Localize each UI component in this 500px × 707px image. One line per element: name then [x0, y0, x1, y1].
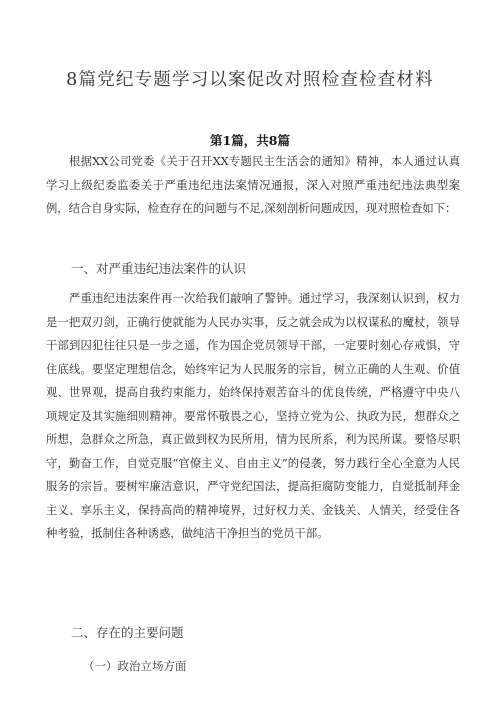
- section-2-heading: 二、存在的主要问题: [71, 625, 184, 640]
- document-title: 8篇党纪专题学习以案促改对照检查检查材料: [66, 70, 434, 90]
- section-1-paragraph: 严重违纪违法案件再一次给我们敲响了警钟。通过学习，我深刻认识到，权力是一把双刃剑，正确行使就能为人民办实事，反之就会成为以权谋私的魔杖，领导干部到囚犯往往只是一步之遥，作为国企党员领导干部，一定要时刻心存戒惧，守住底线。要坚定理想信念，始终牢记为人民服务的宗旨，树立正确的人生观、价值观、世界观，提高自我约束能力，始终保持艰苦奋斗的优良传统，严格遵守中央八项规定及其实施细则精神。要常怀敬畏之心，坚持立党为公、执政为民，想群众之所想，急群众之所急，真正做到权为民所用，情为民所系，利为民所谋。要恪尽职守，勤奋工作，自觉克服“官僚主义、自由主义”的侵袭，努力践行全心全意为人民服务的宗旨。要树牢廉洁意识，严守党纪国法，提高拒腐防变能力，自觉抵制拜金主义、享乐主义，保持高尚的精神境界，过好权力关、金钱关、人情关，经受住各种考验，抵制住各种诱惑，做纯洁干净担当的党员干部。: [46, 292, 460, 540]
- section-2-subheading-1: （一）政治立场方面: [83, 659, 187, 673]
- document-subtitle: 第1篇，共8篇: [210, 133, 290, 148]
- intro-paragraph: 根据XX公司党委《关于召开XX专题民主生活会的通知》精神，本人通过认真学习上级纪委监委关于严重违纪违法案情况通报，深入对照严重违纪违法典型案例，结合自身实际，检查存在的问题与不足,深刻剖析问题成因，现对照检查如下：: [46, 155, 460, 215]
- section-1-heading: 一、对严重违纪违法案件的认识: [71, 261, 247, 276]
